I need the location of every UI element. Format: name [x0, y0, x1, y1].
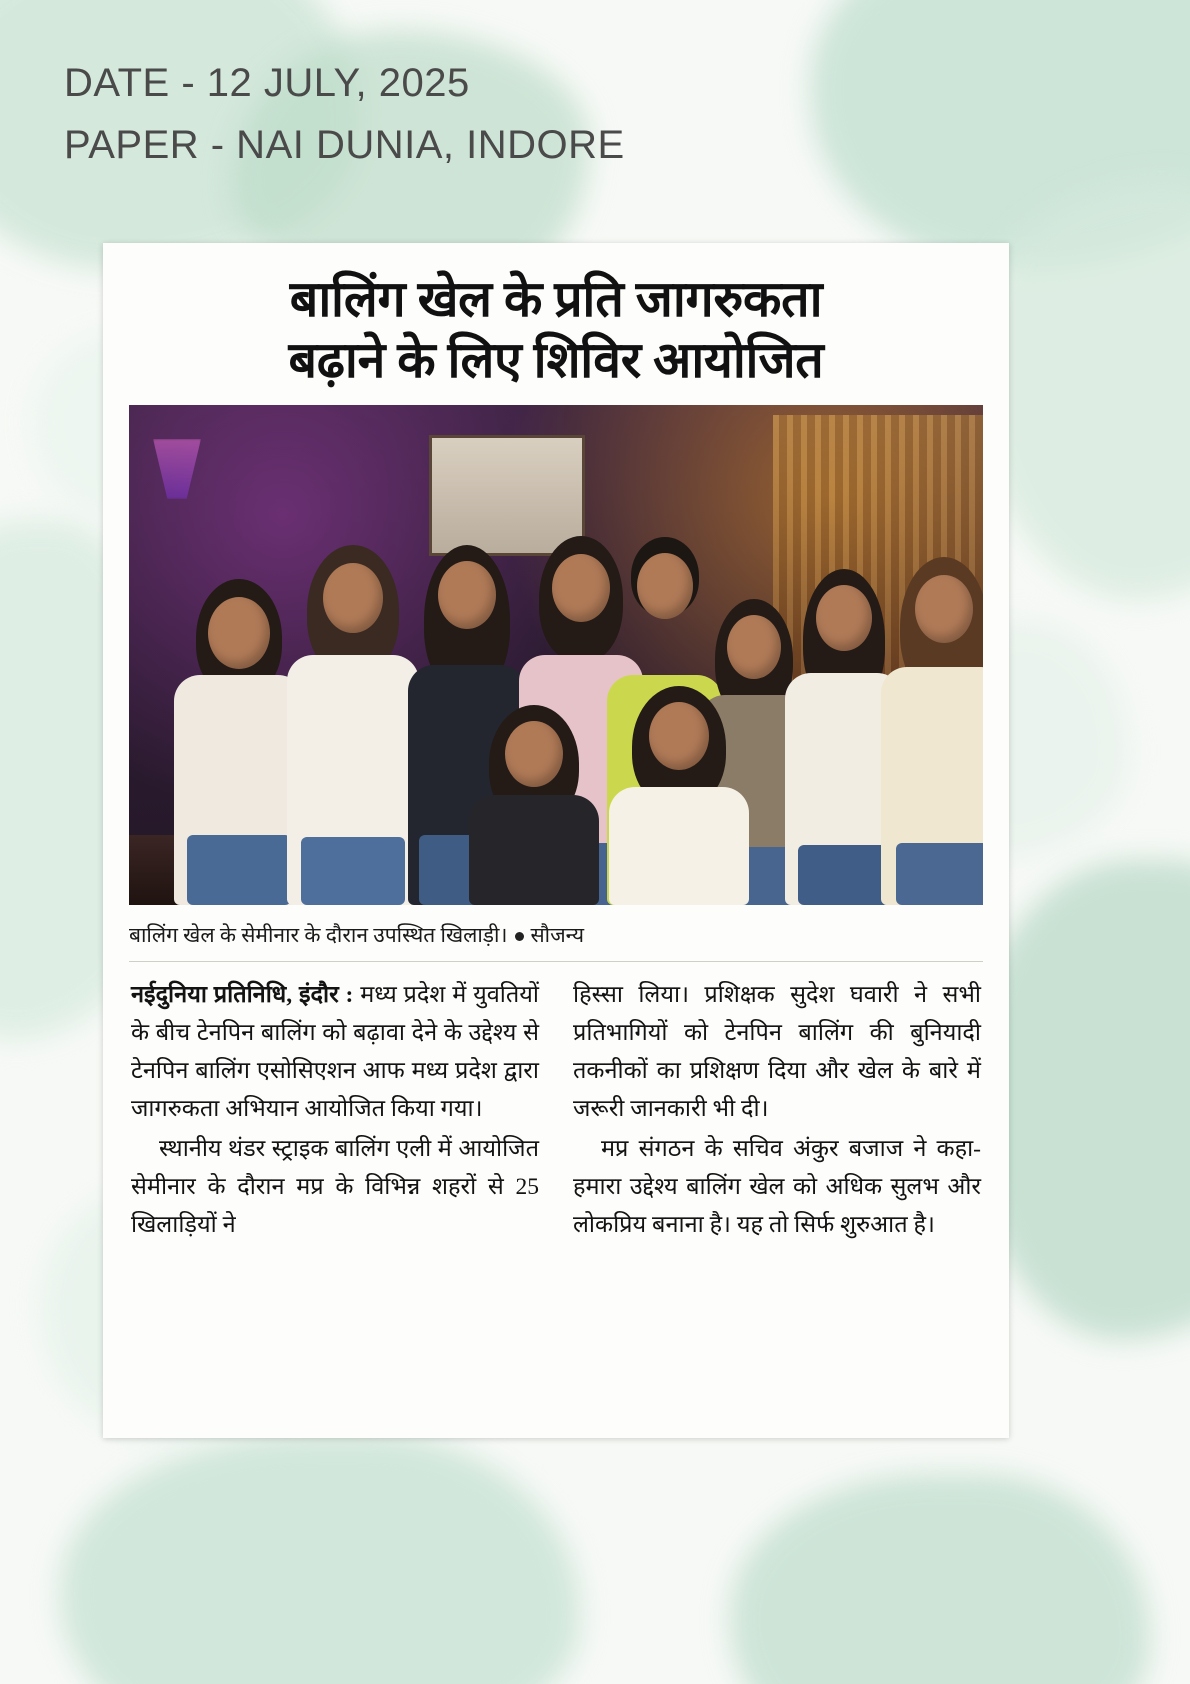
- article-photo: [129, 405, 983, 905]
- person-figure: [287, 545, 419, 905]
- person-figure: [881, 555, 983, 905]
- caption-credit: सौजन्य: [530, 923, 585, 947]
- person-figure: [609, 690, 749, 905]
- article-body: [131, 976, 981, 1246]
- body-column-left: [131, 976, 539, 1246]
- projector-screen: [429, 435, 585, 556]
- body-column-right: [573, 976, 981, 1246]
- person-figure: [174, 575, 304, 905]
- paragraph: मप्र संगठन के सचिव अंकुर बजाज ने कहा- हमारा उद्देश्य बालिंग खेल को अधिक सुलभ और लोकप्रिय बनाना है। यह तो सिर्फ शुरुआत है।: [573, 1136, 981, 1239]
- page-header: [64, 52, 625, 176]
- caption-text: बालिंग खेल के सेमीनार के दौरान उपस्थित खिलाड़ी।: [129, 923, 508, 947]
- paper-line: PAPER - NAI DUNIA, INDORE: [64, 123, 625, 167]
- watercolor-blob: [730, 1474, 1150, 1684]
- photo-caption: [129, 921, 983, 962]
- date-line: DATE - 12 JULY, 2025: [64, 61, 470, 105]
- paragraph: हिस्सा लिया। प्रशिक्षक सुदेश घवारी ने सभी प्रतिभागियों को टेनपिन बालिंग की बुनियादी तकनीकों का प्रशिक्षण दिया और खेल के बारे में जरूरी जानकारी भी दी।: [573, 982, 981, 1123]
- person-figure: [469, 705, 599, 905]
- headline-line-1: बालिंग खेल के प्रति जागरुकता: [289, 271, 823, 327]
- headline: [103, 243, 1009, 391]
- watercolor-blob: [60, 1434, 580, 1684]
- newspaper-clipping: [103, 243, 1009, 1438]
- headline-line-2: बढ़ाने के लिए शिविर आयोजित: [288, 332, 824, 388]
- bullet-icon: [515, 932, 524, 941]
- paragraph: नईदुनिया प्रतिनिधि, इंदौर : मध्य प्रदेश में युवतियों के बीच टेनपिन बालिंग को बढ़ावा देने के उद्देश्य से टेनपिन बालिंग एसोसिएशन आफ मध्य प्रदेश द्वारा जागरुकता अभियान आयोजित किया गया।: [131, 982, 540, 1123]
- paragraph: स्थानीय थंडर स्ट्राइक बालिंग एली में आयोजित सेमीनार के दौरान मप्र के विभिन्न शहरों से 25 खिलाड़ियों ने: [131, 1136, 539, 1239]
